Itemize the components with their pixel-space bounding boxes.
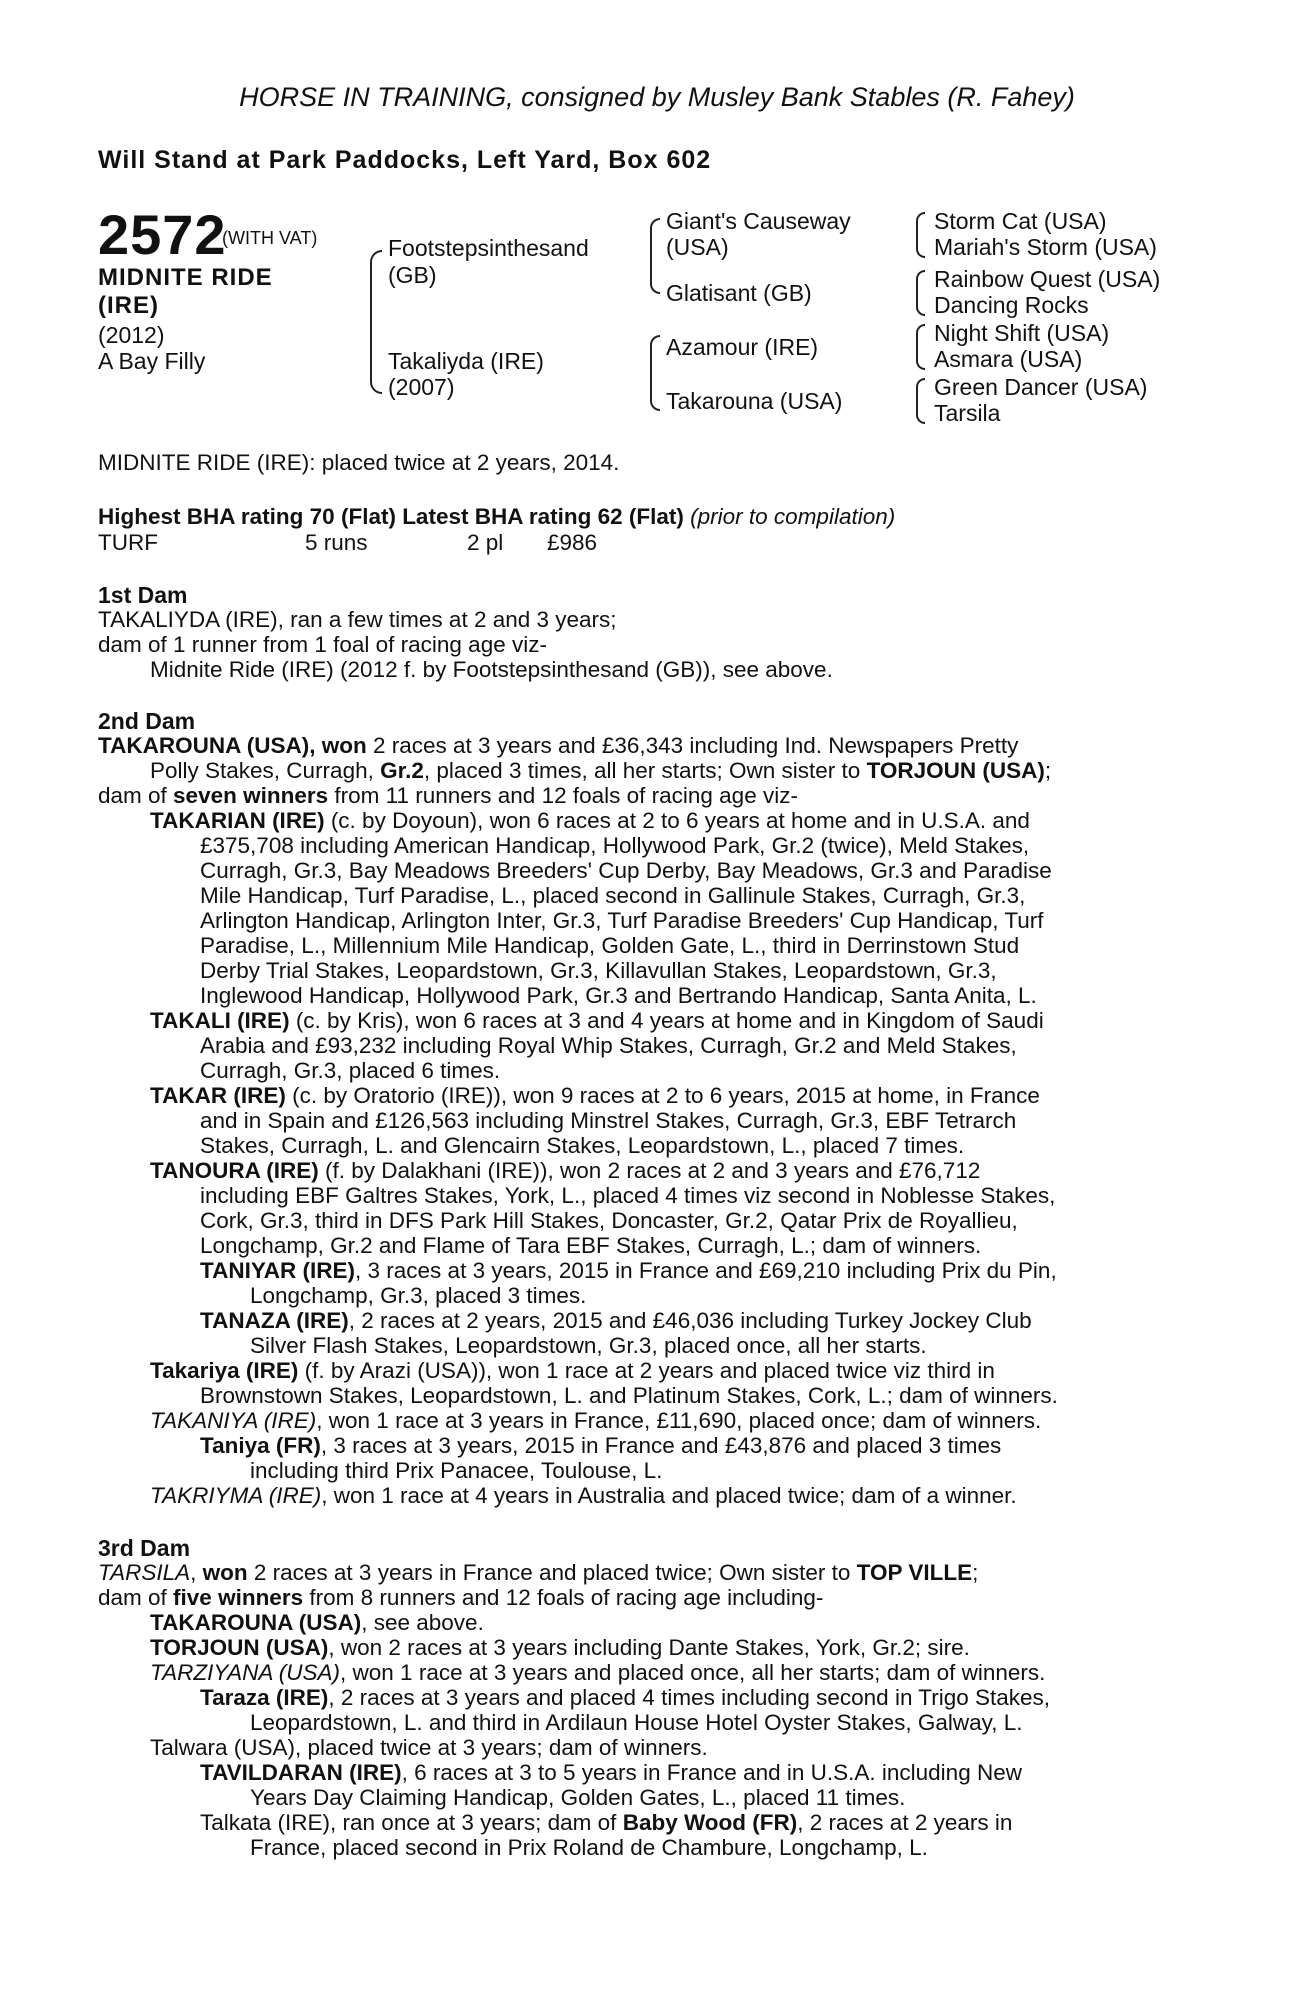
third-dam-heading: 3rd Dam bbox=[98, 1535, 191, 1561]
horse-name: Baby Wood (FR) bbox=[622, 1810, 798, 1835]
entry-text: ; bbox=[1044, 758, 1052, 783]
entry-text: (c. by Oratorio (IRE)), won 9 races at 2 to 6 years, 2015 at home, in France bbox=[285, 1083, 1040, 1108]
sire-parents-brace bbox=[650, 218, 660, 294]
produce-summary bbox=[98, 1585, 823, 1611]
entry-text: (c. by Kris), won 6 races at 3 and 4 years at home and in Kingdom of Saudi bbox=[289, 1008, 1044, 1033]
brace-dd bbox=[916, 378, 925, 424]
pedigree-sdd: Dancing Rocks bbox=[934, 292, 1089, 318]
tarsila-entry bbox=[98, 1560, 978, 1586]
takaniya-entry bbox=[150, 1408, 1041, 1434]
brace-sd bbox=[916, 270, 925, 316]
horse-name: TANOURA (IRE) bbox=[150, 1158, 319, 1183]
entry-line: Mile Handicap, Turf Paradise, L., placed second in Gallinule Stakes, Curragh, Gr.3, bbox=[200, 883, 1026, 908]
entry-text: (f. by Dalakhani (IRE)), won 2 races at 2 and 3 years and £76,712 bbox=[318, 1158, 981, 1183]
turf-runs: 5 runs bbox=[305, 530, 368, 555]
entry-text: dam of bbox=[98, 783, 174, 808]
entry-text: , 2 races at 2 years, 2015 and £46,036 including Turkey Jockey Club bbox=[348, 1308, 1032, 1333]
talwara-entry: Talwara (USA), placed twice at 3 years; dam of winners. bbox=[150, 1735, 708, 1760]
taniyar-entry bbox=[200, 1258, 1057, 1284]
entry-line: Silver Flash Stakes, Leopardstown, Gr.3, placed once, all her starts. bbox=[250, 1333, 927, 1358]
pedigree-sire-sire-country: (USA) bbox=[666, 234, 729, 260]
pedigree-dam: Takaliyda (IRE) bbox=[388, 348, 544, 374]
first-dam-heading: 1st Dam bbox=[98, 582, 188, 608]
entry-text: dam of bbox=[98, 1585, 174, 1610]
entry-text: , 6 races at 3 to 5 years in France and in U.S.A. including New bbox=[401, 1760, 1022, 1785]
horse-name: TAKARIAN (IRE) bbox=[150, 808, 325, 833]
entry-text: (c. by Doyoun), won 6 races at 2 to 6 years at home and in U.S.A. and bbox=[324, 808, 1030, 833]
takarouna-name: TAKAROUNA (USA), won bbox=[98, 733, 367, 758]
first-dam-line: TAKALIYDA (IRE), ran a few times at 2 and 3 years; bbox=[98, 607, 617, 632]
takriyma-entry bbox=[150, 1483, 1017, 1509]
lot-number: 2572 bbox=[98, 203, 227, 266]
takarouna-entry bbox=[150, 758, 1051, 784]
horse-name: TAKAR (IRE) bbox=[150, 1083, 286, 1108]
entry-text: , 3 races at 3 years, 2015 in France and £69,210 including Prix du Pin, bbox=[355, 1258, 1057, 1283]
horse-name: TORJOUN (USA) bbox=[150, 1635, 329, 1660]
produce-summary bbox=[98, 783, 798, 809]
pedigree-ssd: Mariah's Storm (USA) bbox=[934, 234, 1157, 260]
takali-entry bbox=[150, 1008, 1044, 1034]
takar-entry bbox=[150, 1083, 1040, 1109]
tarziyana-entry bbox=[150, 1660, 1045, 1686]
tavildaran-entry bbox=[200, 1760, 1022, 1786]
grade: Gr.2 bbox=[380, 758, 424, 783]
horse-name: TANAZA (IRE) bbox=[200, 1308, 349, 1333]
taniya-entry bbox=[200, 1433, 1001, 1459]
second-dam-heading: 2nd Dam bbox=[98, 708, 196, 734]
entry-line: Leopardstown, L. and third in Ardilaun House Hotel Oyster Stakes, Galway, L. bbox=[250, 1710, 1023, 1735]
torjoun-entry bbox=[150, 1635, 970, 1661]
entry-line: including third Prix Panacee, Toulouse, L. bbox=[250, 1458, 663, 1483]
pedigree-sds: Rainbow Quest (USA) bbox=[934, 266, 1161, 292]
entry-text: , won 1 race at 3 years and placed once, all her starts; dam of winners. bbox=[340, 1660, 1046, 1685]
takarouna-entry bbox=[150, 1610, 484, 1636]
entry-text: Polly Stakes, Curragh, bbox=[150, 758, 381, 783]
entry-line: Cork, Gr.3, third in DFS Park Hill Stakes, Doncaster, Gr.2, Qatar Prix de Royallieu, bbox=[200, 1208, 1018, 1233]
horse-name: TARZIYANA (USA) bbox=[150, 1660, 341, 1685]
entry-text: 2 races at 3 years in France and placed twice; Own sister to bbox=[247, 1560, 857, 1585]
entry-text: from 8 runners and 12 foals of racing age including- bbox=[303, 1585, 824, 1610]
entry-line: Paradise, L., Millennium Mile Handicap, Golden Gate, L., third in Derrinstown Stud bbox=[200, 933, 1020, 958]
rating-note: (prior to compilation) bbox=[690, 504, 896, 529]
entry-line: Longchamp, Gr.2 and Flame of Tara EBF Stakes, Curragh, L.; dam of winners. bbox=[200, 1233, 982, 1258]
sire-dam-brace bbox=[370, 250, 382, 394]
entry-line: Arabia and £93,232 including Royal Whip Stakes, Curragh, Gr.2 and Meld Stakes, bbox=[200, 1033, 1017, 1058]
turf-placed: 2 pl bbox=[467, 530, 504, 555]
entry-line: Arlington Handicap, Arlington Inter, Gr.3, Turf Paradise Breeders' Cup Handicap, Turf bbox=[200, 908, 1044, 933]
entry-line: £375,708 including American Handicap, Hollywood Park, Gr.2 (twice), Meld Stakes, bbox=[200, 833, 1030, 858]
entry-text: , won 2 races at 3 years including Dante Stakes, York, Gr.2; sire. bbox=[328, 1635, 970, 1660]
entry-line: Longchamp, Gr.3, placed 3 times. bbox=[250, 1283, 587, 1308]
first-dam-line: dam of 1 runner from 1 foal of racing age viz- bbox=[98, 632, 547, 657]
stand-location: Will Stand at Park Paddocks, Left Yard, Box 602 bbox=[98, 146, 712, 174]
entry-text: , 2 races at 3 years and placed 4 times including second in Trigo Stakes, bbox=[328, 1685, 1051, 1710]
pedigree-dds: Green Dancer (USA) bbox=[934, 374, 1148, 400]
horse-name: Takariya (IRE) bbox=[150, 1358, 299, 1383]
entry-line: including EBF Galtres Stakes, York, L., placed 4 times viz second in Noblesse Stakes, bbox=[200, 1183, 1056, 1208]
entry-line: Curragh, Gr.3, Bay Meadows Breeders' Cup Derby, Bay Meadows, Gr.3 and Paradise bbox=[200, 858, 1052, 883]
tanoura-entry bbox=[150, 1158, 980, 1184]
pedigree-dsd: Asmara (USA) bbox=[934, 346, 1083, 372]
pedigree-dss: Night Shift (USA) bbox=[934, 320, 1110, 346]
pedigree-sire-dam: Glatisant (GB) bbox=[666, 280, 812, 306]
pedigree-ddd: Tarsila bbox=[934, 400, 1001, 426]
horse-name: TOP VILLE bbox=[856, 1560, 973, 1585]
horse-description: A Bay Filly bbox=[98, 348, 206, 374]
entry-text: ; bbox=[972, 1560, 979, 1585]
first-dam-produce: Midnite Ride (IRE) (2012 f. by Footstepsinthesand (GB)), see above. bbox=[150, 657, 833, 682]
horse-name: TARSILA bbox=[98, 1560, 191, 1585]
entry-text: , bbox=[190, 1560, 203, 1585]
horse-name: TANIYAR (IRE) bbox=[200, 1258, 356, 1283]
rating-line bbox=[98, 504, 895, 530]
entry-line: Brownstown Stakes, Leopardstown, L. and Platinum Stakes, Cork, L.; dam of winners. bbox=[200, 1383, 1058, 1408]
pedigree-sss: Storm Cat (USA) bbox=[934, 208, 1107, 234]
takariya-entry bbox=[150, 1358, 995, 1384]
turf-earnings: £986 bbox=[547, 530, 598, 555]
entry-text: (f. by Arazi (USA)), won 1 race at 2 years and placed twice viz third in bbox=[298, 1358, 995, 1383]
takarian-entry bbox=[150, 808, 1030, 834]
takarouna-entry bbox=[98, 733, 1018, 759]
vat-note: (WITH VAT) bbox=[222, 228, 318, 248]
pedigree-sire: Footstepsinthesand bbox=[388, 235, 589, 261]
entry-line: Curragh, Gr.3, placed 6 times. bbox=[200, 1058, 501, 1083]
entry-text: , 3 races at 3 years, 2015 in France and £43,876 and placed 3 times bbox=[320, 1433, 1002, 1458]
horse-name: Taniya (FR) bbox=[200, 1433, 321, 1458]
entry-line: and in Spain and £126,563 including Minstrel Stakes, Curragh, Gr.3, EBF Tetrarch bbox=[200, 1108, 1017, 1133]
entry-text: from 11 runners and 12 foals of racing age viz- bbox=[328, 783, 798, 808]
horse-name: TAVILDARAN (IRE) bbox=[200, 1760, 402, 1785]
rating-text: Highest BHA rating 70 (Flat) Latest BHA rating 62 (Flat) bbox=[98, 504, 684, 529]
entry-line: Inglewood Handicap, Hollywood Park, Gr.3 and Bertrando Handicap, Santa Anita, L. bbox=[200, 983, 1037, 1008]
talkata-entry bbox=[200, 1810, 1012, 1836]
horse-name: TAKANIYA (IRE) bbox=[150, 1408, 317, 1433]
entry-text: Talkata (IRE), ran once at 3 years; dam of bbox=[200, 1810, 623, 1835]
brace-ss bbox=[916, 212, 925, 258]
won-label: won bbox=[202, 1560, 248, 1585]
entry-text: , placed 3 times, all her starts; Own sister to bbox=[423, 758, 867, 783]
horse-name: TAKRIYMA (IRE) bbox=[150, 1483, 322, 1508]
pedigree-sire-country: (GB) bbox=[388, 262, 437, 288]
entry-text: , 2 races at 2 years in bbox=[797, 1810, 1013, 1835]
horse-name bbox=[98, 264, 273, 320]
entry-text: , see above. bbox=[361, 1610, 484, 1635]
pedigree-dam-year: (2007) bbox=[388, 374, 455, 400]
entry-line: Years Day Claiming Handicap, Golden Gates, L., placed 11 times. bbox=[250, 1785, 906, 1810]
entry-text: , won 1 race at 3 years in France, £11,690, placed once; dam of winners. bbox=[316, 1408, 1042, 1433]
horse-year: (2012) bbox=[98, 322, 165, 348]
pedigree-dam-sire: Azamour (IRE) bbox=[666, 334, 819, 360]
entry-line: France, placed second in Prix Roland de Chambure, Longchamp, L. bbox=[250, 1835, 928, 1860]
entry-line: Derby Trial Stakes, Leopardstown, Gr.3, Killavullan Stakes, Leopardstown, Gr.3, bbox=[200, 958, 997, 983]
winners-count: five winners bbox=[173, 1585, 304, 1610]
taraza-entry bbox=[200, 1685, 1050, 1711]
pedigree-sire-sire: Giant's Causeway bbox=[666, 208, 851, 234]
summary: MIDNITE RIDE (IRE): placed twice at 2 years, 2014. bbox=[98, 450, 620, 475]
winners-count: seven winners bbox=[173, 783, 329, 808]
horse-name: TAKALI (IRE) bbox=[150, 1008, 290, 1033]
entry-text: 2 races at 3 years and £36,343 including Ind. Newspapers Pretty bbox=[366, 733, 1019, 758]
turf-surface: TURF bbox=[98, 530, 158, 555]
horse-name-line2: (IRE) bbox=[98, 292, 159, 319]
horse-name: Taraza (IRE) bbox=[200, 1685, 329, 1710]
entry-text: , won 1 race at 4 years in Australia and placed twice; dam of a winner. bbox=[321, 1483, 1017, 1508]
tanaza-entry bbox=[200, 1308, 1032, 1334]
brace-ds bbox=[916, 324, 925, 370]
horse-name-line1: MIDNITE RIDE bbox=[98, 264, 273, 291]
dam-parents-brace bbox=[650, 335, 660, 411]
page-title: HORSE IN TRAINING, consigned by Musley Bank Stables (R. Fahey) bbox=[239, 82, 1075, 112]
pedigree-dam-dam: Takarouna (USA) bbox=[666, 388, 843, 414]
entry-line: Stakes, Curragh, L. and Glencairn Stakes, Leopardstown, L., placed 7 times. bbox=[200, 1133, 965, 1158]
horse-name: TAKAROUNA (USA) bbox=[150, 1610, 362, 1635]
torjoun-name: TORJOUN (USA) bbox=[866, 758, 1045, 783]
